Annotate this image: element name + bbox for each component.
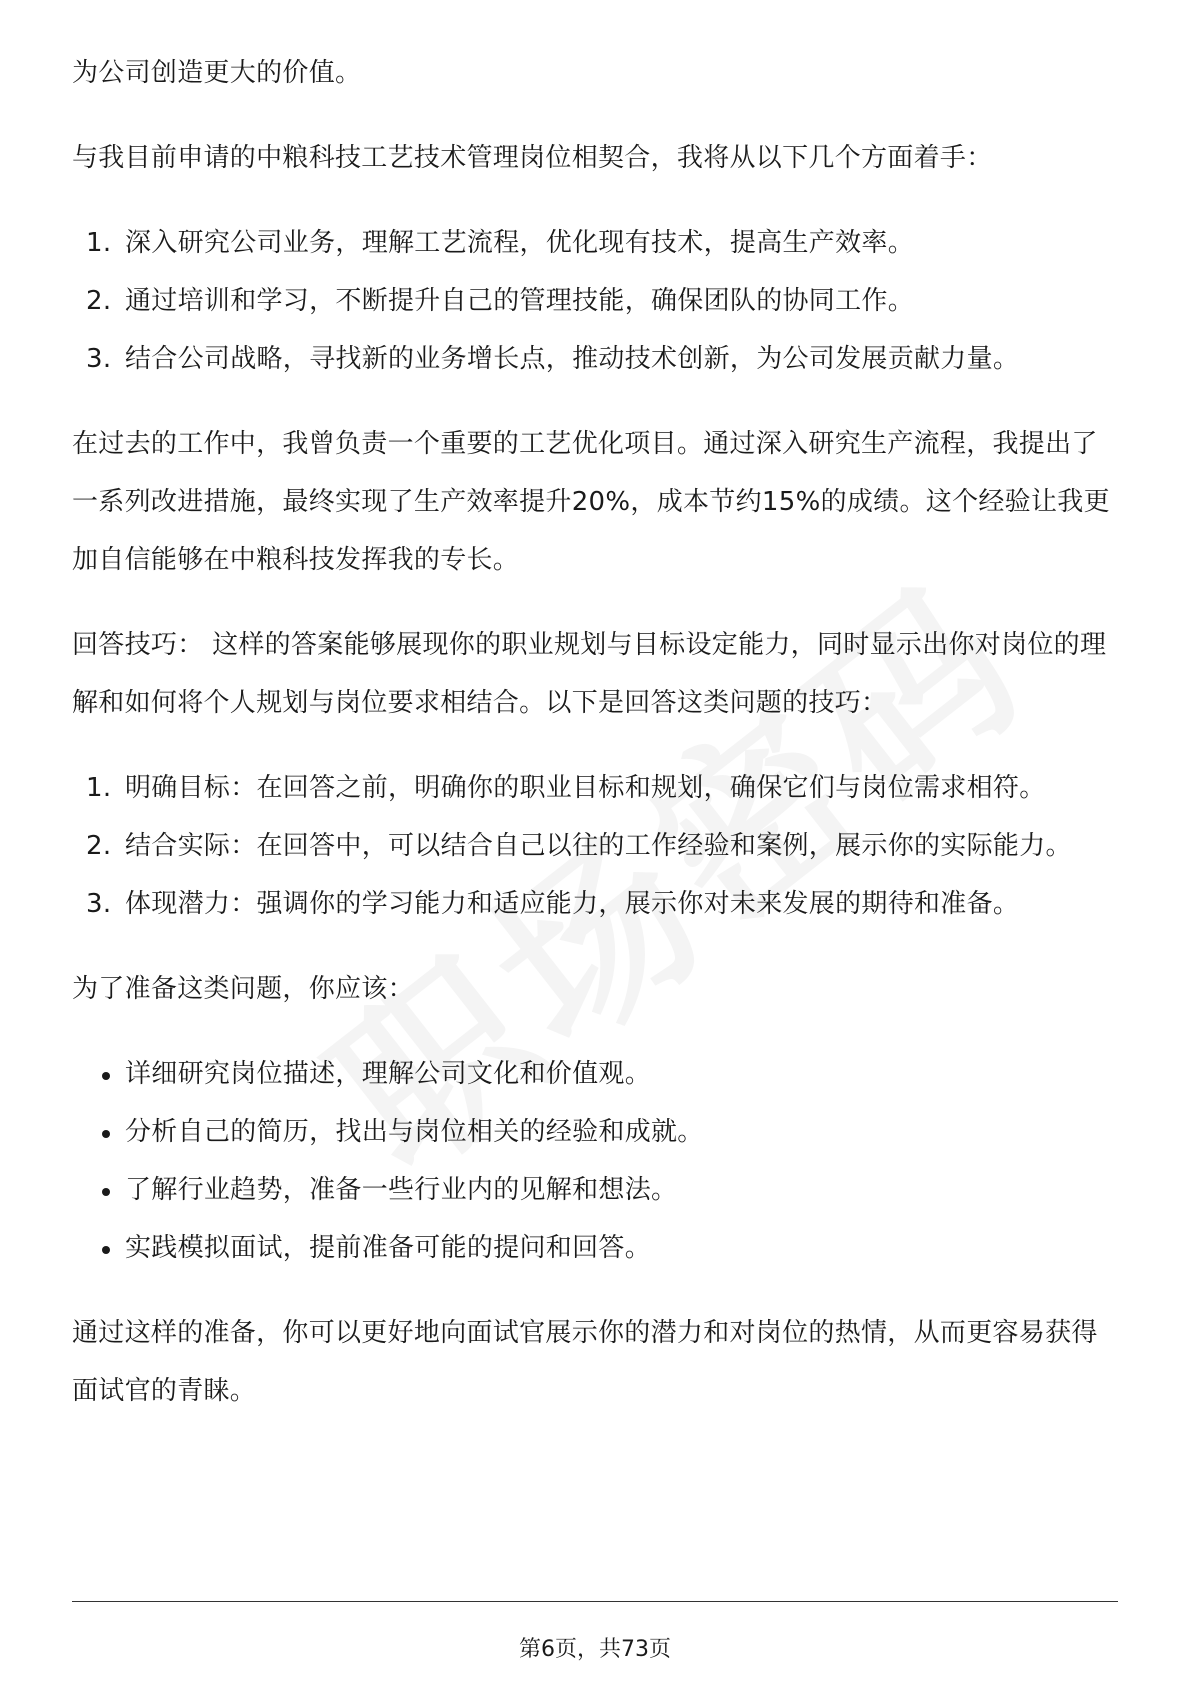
list-item bbox=[72, 875, 1118, 933]
list-item bbox=[72, 214, 1118, 272]
bullet-item bbox=[72, 1103, 1118, 1161]
list-item bbox=[72, 272, 1118, 330]
bullet-item-text: 了解行业趋势，准备一些行业内的见解和想法。 bbox=[125, 1175, 678, 1205]
paragraph-conclusion: 通过这样的准备，你可以更好地向面试官展示你的潜力和对岗位的热情，从而更容易获得面试官的青睐。 bbox=[72, 1318, 1098, 1406]
bullet-item-text: 分析自己的简历，找出与岗位相关的经验和成就。 bbox=[125, 1117, 704, 1147]
list-number: 3. bbox=[86, 889, 112, 919]
page-number-label: 第6页，共73页 bbox=[519, 1637, 671, 1662]
preparation-list bbox=[72, 1045, 1118, 1277]
bullet-item bbox=[72, 1045, 1118, 1103]
bullet-item-text: 实践模拟面试，提前准备可能的提问和回答。 bbox=[125, 1233, 652, 1263]
list-item bbox=[72, 759, 1118, 817]
list-item-text: 结合实际：在回答中，可以结合自己以往的工作经验和案例，展示你的实际能力。 bbox=[125, 831, 1072, 861]
bullet-item bbox=[72, 1219, 1118, 1277]
footer-divider bbox=[72, 1601, 1118, 1602]
paragraph-experience: 在过去的工作中，我曾负责一个重要的工艺优化项目。通过深入研究生产流程，我提出了一系列改进措施，最终实现了生产效率提升20%，成本节约15%的成绩。这个经验让我更加自信能够在中粮科技发挥我的专长。 bbox=[72, 429, 1110, 575]
list-number: 2. bbox=[86, 831, 112, 861]
bullet-dot-icon bbox=[102, 1188, 110, 1196]
paragraph-answer-tips: 回答技巧： 这样的答案能够展现你的职业规划与目标设定能力，同时显示出你对岗位的理解和如何将个人规划与岗位要求相结合。以下是回答这类问题的技巧： bbox=[72, 630, 1107, 718]
paragraph-value-creation: 为公司创造更大的价值。 bbox=[72, 58, 362, 88]
list-item bbox=[72, 330, 1118, 388]
action-plan-list bbox=[72, 214, 1118, 388]
list-item-text: 通过培训和学习，不断提升自己的管理技能，确保团队的协同工作。 bbox=[125, 286, 915, 316]
list-number: 1. bbox=[86, 228, 112, 258]
list-item-text: 明确目标：在回答之前，明确你的职业目标和规划，确保它们与岗位需求相符。 bbox=[125, 773, 1046, 803]
list-number: 1. bbox=[86, 773, 112, 803]
bullet-dot-icon bbox=[102, 1130, 110, 1138]
list-item-text: 结合公司战略，寻找新的业务增长点，推动技术创新，为公司发展贡献力量。 bbox=[125, 344, 1020, 374]
paragraph-intro-plan: 与我目前申请的中粮科技工艺技术管理岗位相契合，我将从以下几个方面着手： bbox=[72, 143, 993, 173]
list-number: 2. bbox=[86, 286, 112, 316]
paragraph-preparation-heading: 为了准备这类问题，你应该： bbox=[72, 974, 414, 1004]
bullet-item-text: 详细研究岗位描述，理解公司文化和价值观。 bbox=[125, 1059, 652, 1089]
bullet-dot-icon bbox=[102, 1246, 110, 1254]
bullet-item bbox=[72, 1161, 1118, 1219]
list-item bbox=[72, 817, 1118, 875]
page-content bbox=[72, 44, 1118, 1447]
list-item-text: 体现潜力：强调你的学习能力和适应能力，展示你对未来发展的期待和准备。 bbox=[125, 889, 1020, 919]
bullet-dot-icon bbox=[102, 1072, 110, 1080]
list-number: 3. bbox=[86, 344, 112, 374]
tips-list bbox=[72, 759, 1118, 933]
list-item-text: 深入研究公司业务，理解工艺流程，优化现有技术，提高生产效率。 bbox=[125, 228, 915, 258]
